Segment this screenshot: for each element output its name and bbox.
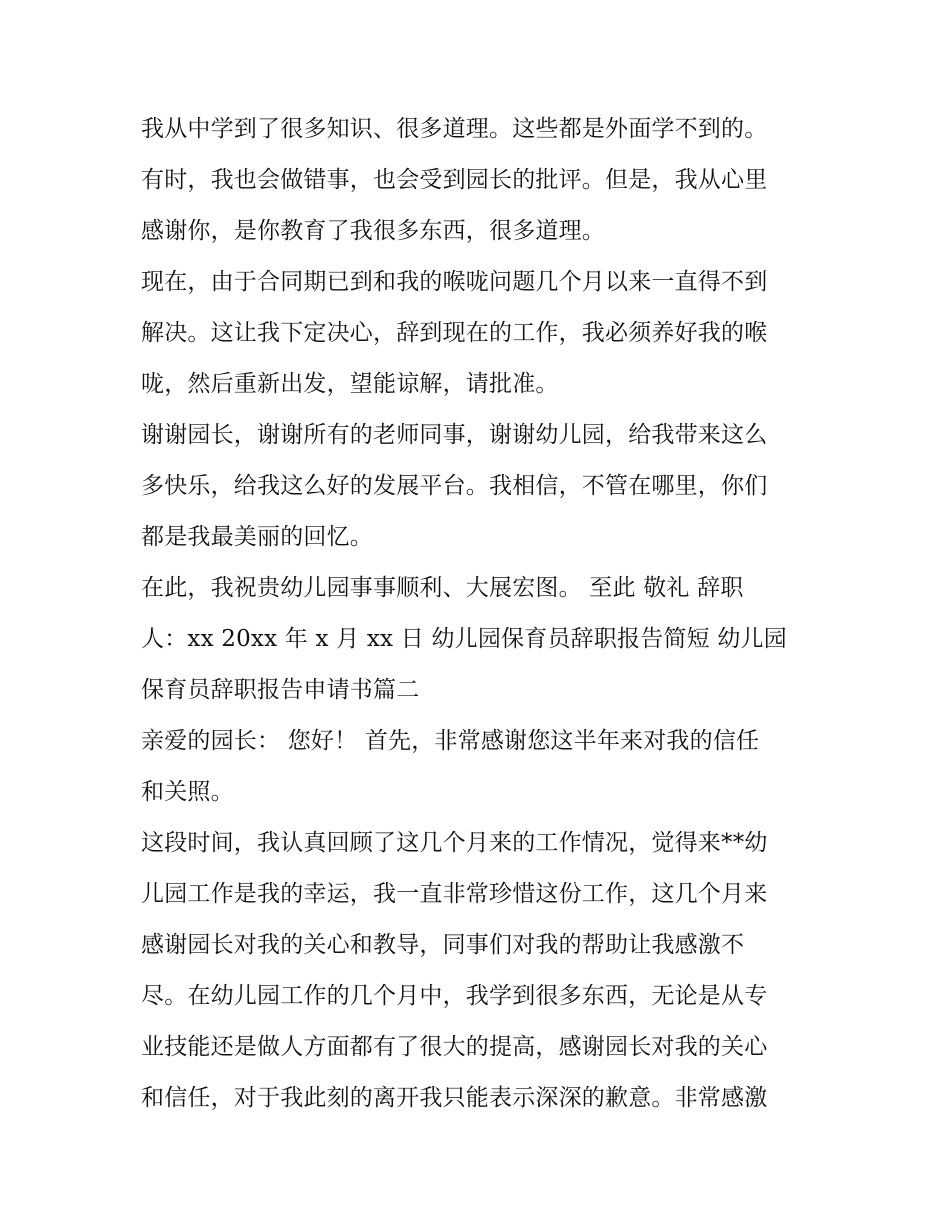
document-body [141,104,821,1124]
text-line-13: 亲爱的园长： 您好！ 首先，非常感谢您这半年来对我的信任 [141,728,760,754]
text-line-11: 人：xx 20xx 年 x 月 xx 日 幼儿园保育员辞职报告简短 幼儿园 [141,626,787,652]
text-line-16: 儿园工作是我的幸运，我一直非常珍惜这份工作，这几个月来 [141,881,768,907]
text-line-20: 和信任，对于我此刻的离开我只能表示深深的歉意。非常感激 [141,1085,768,1111]
text-line-9: 都是我最美丽的回忆。 [141,524,373,550]
text-line-12: 保育员辞职报告申请书篇二 [141,677,420,703]
text-line-1: 我从中学到了很多知识、很多道理。这些都是外面学不到的。 [141,116,768,142]
text-line-7: 谢谢园长，谢谢所有的老师同事，谢谢幼儿园，给我带来这么 [141,422,768,448]
text-line-10: 在此，我祝贵幼儿园事事顺利、大展宏图。 至此 敬礼 辞职 [141,575,744,601]
text-line-8: 多快乐，给我这么好的发展平台。我相信，不管在哪里，你们 [141,473,768,499]
text-line-19: 业技能还是做人方面都有了很大的提高，感谢园长对我的关心 [141,1034,768,1060]
text-line-4: 现在，由于合同期已到和我的喉咙问题几个月以来一直得不到 [141,269,768,295]
text-line-5: 解决。这让我下定决心，辞到现在的工作，我必须养好我的喉 [141,320,768,346]
text-line-14: 和关照。 [141,779,234,805]
text-line-2: 有时，我也会做错事，也会受到园长的批评。但是，我从心里 [141,167,768,193]
text-line-3: 感谢你，是你教育了我很多东西，很多道理。 [141,218,605,244]
text-line-6: 咙，然后重新出发，望能谅解，请批准。 [141,371,559,397]
text-line-15: 这段时间，我认真回顾了这几个月来的工作情况，觉得来**幼 [141,830,768,856]
text-line-18: 尽。在幼儿园工作的几个月中，我学到很多东西，无论是从专 [141,983,768,1009]
text-line-17: 感谢园长对我的关心和教导，同事们对我的帮助让我感激不 [141,932,745,958]
